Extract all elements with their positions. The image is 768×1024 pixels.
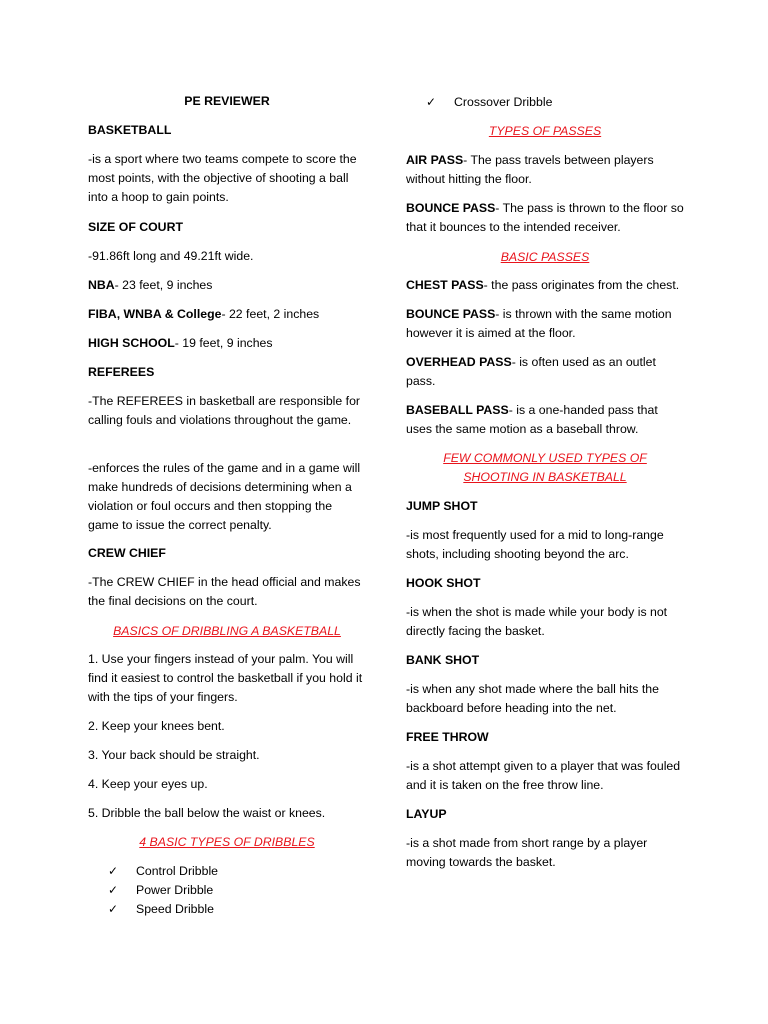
checkmark-icon: ✓ — [108, 864, 119, 878]
referees-paragraph-2: -enforces the rules of the game and in a game will make hundreds of decisions determining when a violation or foul occurs and then stopping the game to issue the correct penalty. — [88, 461, 361, 532]
baseball-pass-label: BASEBALL PASS — [406, 403, 509, 417]
air-pass-label: AIR PASS — [406, 153, 464, 167]
fiba-label: FIBA, WNBA & College — [88, 307, 222, 321]
dribbling-step-1: 1. Use your fingers instead of your palm. You will find it easiest to control the basketball if you hold it with the tips of your fingers. — [88, 652, 363, 704]
nba-line — [88, 276, 366, 295]
chest-pass — [406, 276, 684, 295]
dribbling-step-3: 3. Your back should be straight. — [88, 748, 260, 762]
overhead-pass-label: OVERHEAD PASS — [406, 355, 512, 369]
checkmark-icon: ✓ — [108, 883, 119, 897]
bounce-pass-text: - The pass is thrown to the floor so that it bounces to the intended receiver. — [406, 201, 684, 234]
bank-shot-text: -is when any shot made where the ball hits the backboard before heading into the net. — [406, 682, 659, 715]
air-pass — [406, 151, 684, 189]
overhead-pass — [406, 353, 684, 391]
layup-text: -is a shot made from short range by a player moving towards the basket. — [406, 836, 648, 869]
checklist-item-label: Control Dribble — [136, 864, 219, 878]
dribbling-step-5: 5. Dribble the ball below the waist or knees. — [88, 806, 326, 820]
bounce-pass-1 — [406, 199, 684, 237]
chest-pass-text: - the pass originates from the chest. — [483, 278, 680, 292]
overhead-pass-text: - is often used as an outlet pass. — [406, 355, 656, 388]
baseball-pass-text: - is a one-handed pass that uses the same motion as a baseball throw. — [406, 403, 658, 436]
crew-chief-text: -The CREW CHIEF in the head official and makes the final decisions on the court. — [88, 575, 361, 608]
checklist-item-label: Crossover Dribble — [454, 95, 553, 109]
baseball-pass — [406, 401, 684, 439]
page-title: PE REVIEWER — [184, 94, 270, 108]
bounce-pass-label: BOUNCE PASS — [406, 307, 496, 321]
fiba-text: - 22 feet, 2 inches — [221, 307, 320, 321]
dribbling-step-4: 4. Keep your eyes up. — [88, 777, 208, 791]
chest-pass-label: CHEST PASS — [406, 278, 484, 292]
crew-chief-heading: CREW CHIEF — [88, 546, 166, 560]
high-school-line — [88, 334, 366, 353]
checklist-item-label: Speed Dribble — [136, 902, 214, 916]
fiba-line — [88, 305, 366, 324]
referees-heading: REFEREES — [88, 365, 155, 379]
high-school-label: HIGH SCHOOL — [88, 336, 175, 350]
high-school-text: - 19 feet, 9 inches — [174, 336, 273, 350]
dribbling-heading: BASICS OF DRIBBLING A BASKETBALL — [113, 624, 341, 638]
dribbling-step-2: 2. Keep your knees bent. — [88, 719, 225, 733]
jump-shot-text: -is most frequently used for a mid to long-range shots, including shooting beyond the arc. — [406, 528, 664, 561]
bounce-pass-text: - is thrown with the same motion however it is aimed at the floor. — [406, 307, 672, 340]
checkmark-icon: ✓ — [426, 95, 437, 109]
basketball-heading: BASKETBALL — [88, 123, 172, 137]
bounce-pass-label: BOUNCE PASS — [406, 201, 496, 215]
checkmark-icon: ✓ — [108, 902, 119, 916]
checklist-item-label: Power Dribble — [136, 883, 214, 897]
bank-shot-heading: BANK SHOT — [406, 653, 480, 667]
hook-shot-text: -is when the shot is made while your body is not directly facing the basket. — [406, 605, 668, 638]
types-of-passes-heading: TYPES OF PASSES — [488, 124, 602, 138]
nba-label: NBA — [88, 278, 115, 292]
size-of-court-heading: SIZE OF COURT — [88, 220, 183, 234]
jump-shot-heading: JUMP SHOT — [406, 499, 478, 513]
size-of-court-text: -91.86ft long and 49.21ft wide. — [88, 249, 254, 263]
bounce-pass-2 — [406, 305, 684, 343]
referees-paragraph-1: -The REFEREES in basketball are responsible for calling fouls and violations throughout the game. — [88, 394, 361, 427]
shooting-heading: FEW COMMONLY USED TYPES OF SHOOTING IN BASKETBALL — [443, 451, 647, 484]
air-pass-text: - The pass travels between players without hitting the floor. — [406, 153, 654, 186]
basketball-definition: -is a sport where two teams compete to score the most points, with the objective of shooting a ball into a hoop to gain points. — [88, 152, 357, 204]
hook-shot-heading: HOOK SHOT — [406, 576, 481, 590]
dribble-types-heading: 4 BASIC TYPES OF DRIBBLES — [139, 835, 315, 849]
nba-text: - 23 feet, 9 inches — [114, 278, 213, 292]
free-throw-heading: FREE THROW — [406, 730, 489, 744]
basic-passes-heading: BASIC PASSES — [500, 250, 590, 264]
free-throw-text: -is a shot attempt given to a player that was fouled and it is taken on the free throw line. — [406, 759, 681, 792]
layup-heading: LAYUP — [406, 807, 447, 821]
